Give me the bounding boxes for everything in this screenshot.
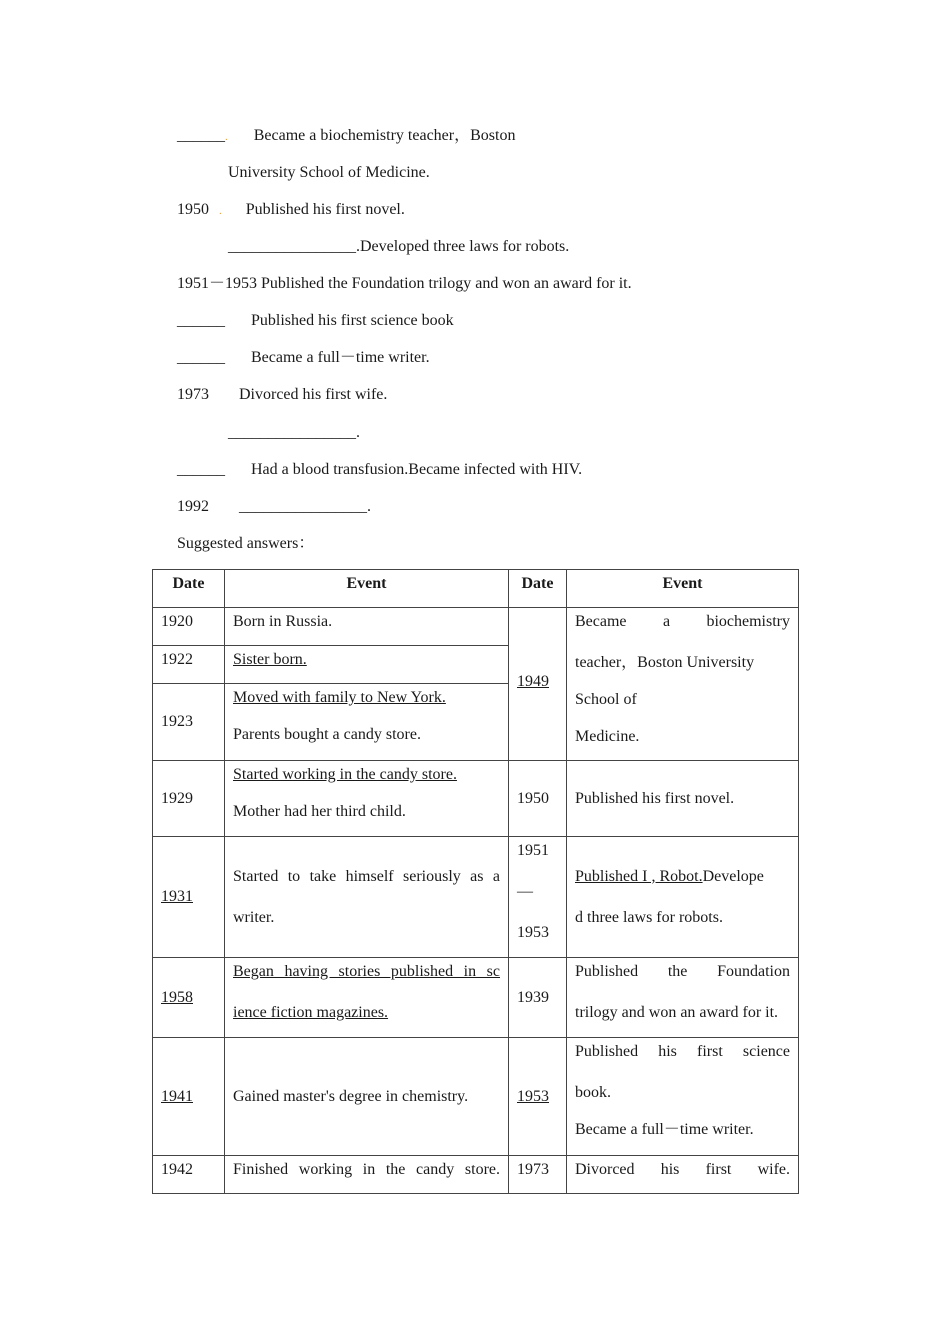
event-cell: Gained master's degree in chemistry. [233, 1087, 469, 1105]
date-cell: 1950 [517, 789, 549, 807]
line-9: ________________. [228, 424, 360, 441]
year: 1973 [177, 386, 209, 403]
line-10 [177, 460, 582, 480]
event-text: Divorced his first wife. [239, 386, 388, 403]
line-6 [177, 311, 454, 331]
line-5: 1951－1953 Published the Foundation trilogy and won an award for it. [177, 275, 632, 292]
event-cell: Published the Foundation trilogy and won an award for it. [575, 963, 790, 1021]
event-cell: Sister born. [233, 651, 307, 668]
date-cell: 1920 [161, 613, 193, 630]
event-cell: Published his first science book. Became a full－time writer. [575, 1043, 790, 1138]
answer-blank: ______ [177, 312, 225, 329]
table-row [153, 958, 799, 1038]
table-row [153, 608, 799, 646]
date-cell: 1951 — 1953 [517, 842, 549, 941]
answer-blank: ______ [177, 349, 225, 366]
event-cell: Began having stories published in sc ience fiction magazines. [233, 963, 500, 1021]
event-text: Published his first novel. [245, 201, 405, 218]
date-cell: 1949 [517, 673, 549, 690]
event-cell: Divorced his first wife. [575, 1161, 790, 1178]
event-cell: Moved with family to New York. Parents bought a candy store. [233, 689, 446, 743]
header-event: Event [225, 570, 509, 608]
line-3: 1950 . Published his first novel. [177, 201, 405, 218]
date-cell: 1953 [517, 1087, 549, 1105]
suggested-answers-heading: Suggested answers： [177, 535, 315, 552]
date-cell: 1973 [517, 1161, 549, 1178]
year: 1992 [177, 498, 209, 515]
answer-blank: ______ [177, 127, 225, 144]
line-4: ________________.Developed three laws for robots. [228, 238, 570, 255]
event-cell: Became a biochemistry teacher，Boston University School of Medicine. [575, 613, 790, 745]
year: 1950 [177, 201, 209, 218]
event-cell: Born in Russia. [233, 613, 333, 630]
event-text: Had a blood transfusion.Became infected with HIV. [251, 461, 583, 478]
answers-table [152, 569, 799, 1194]
line-1: ______. Became a biochemistry teacher，Boston [177, 127, 516, 144]
line-2: University School of Medicine. [228, 164, 430, 181]
event-cell: Started to take himself seriously as a writer. [233, 867, 500, 926]
date-cell: 1942 [161, 1161, 193, 1178]
line-7 [177, 348, 430, 368]
event-text: Became a full－time writer. [251, 349, 430, 366]
event-text: Published his first science book [251, 312, 454, 329]
event-cell: Started working in the candy store. Mother had her third child. [233, 766, 457, 820]
line-8 [177, 385, 387, 405]
answer-blank: ________________. [239, 498, 371, 515]
line-11 [177, 497, 371, 517]
header-date: Date [509, 570, 567, 608]
header-event: Event [567, 570, 799, 608]
event-cell: Published his first novel. [575, 789, 735, 807]
table-row [153, 761, 799, 837]
answer-blank: ______ [177, 461, 225, 478]
date-cell: 1941 [161, 1087, 193, 1105]
table-row [153, 1038, 799, 1156]
event-cell: Finished working in the candy store. [233, 1161, 500, 1178]
date-cell: 1958 [161, 988, 193, 1006]
date-cell: 1929 [161, 789, 193, 807]
date-cell: 1931 [161, 888, 193, 905]
date-cell: 1939 [517, 988, 549, 1006]
event-cell: Published I , Robot.Develope d three laws for robots. [575, 867, 764, 926]
table-row [153, 1156, 799, 1194]
header-date: Date [153, 570, 225, 608]
table-header-row [153, 570, 799, 608]
date-cell: 1923 [161, 713, 193, 730]
event-text: Became a biochemistry teacher，Boston [253, 127, 516, 144]
date-cell: 1922 [161, 651, 193, 668]
table-row [153, 837, 799, 958]
